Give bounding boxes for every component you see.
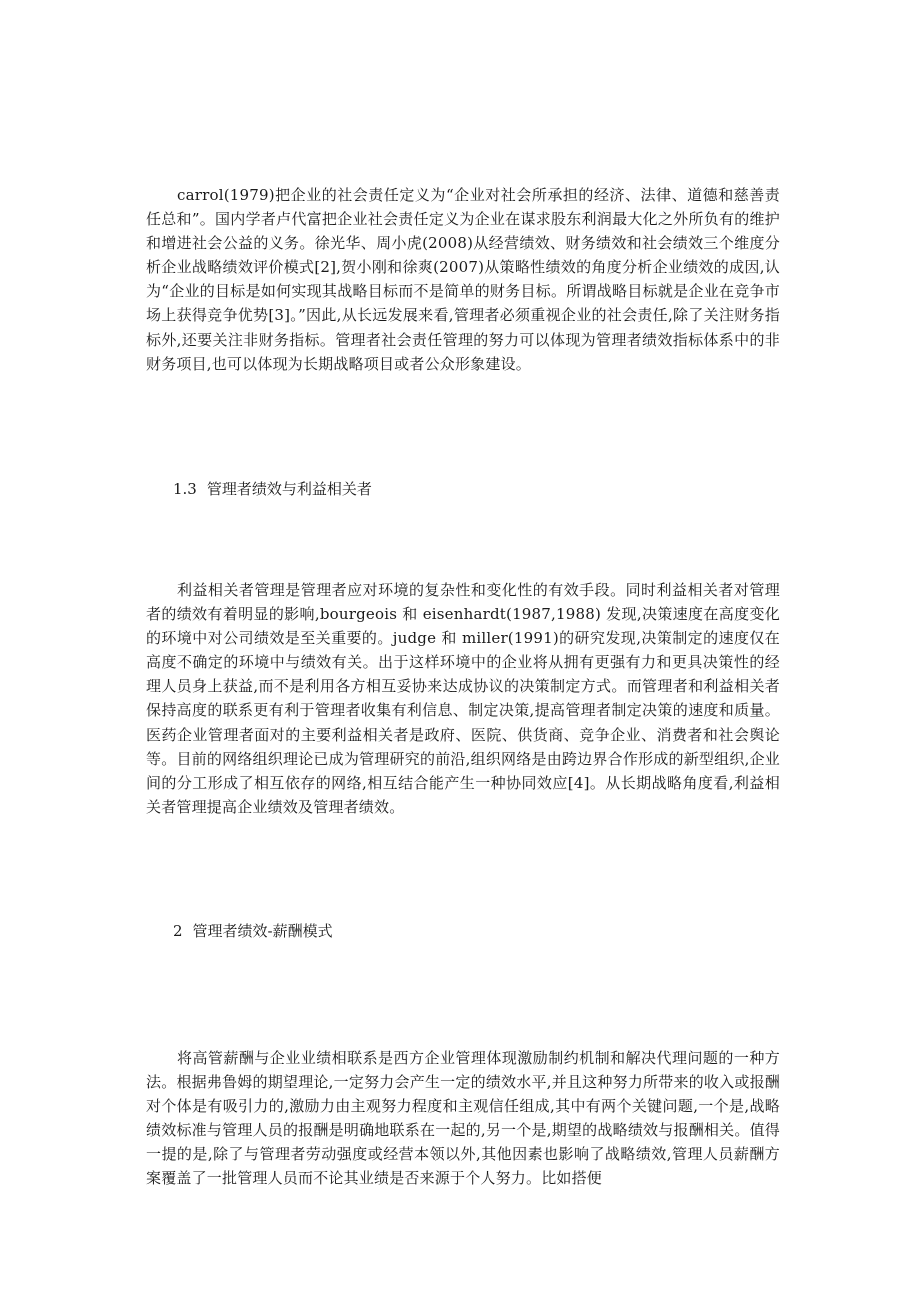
section-title: 管理者绩效与利益相关者 bbox=[206, 480, 372, 498]
section-heading-2 bbox=[173, 920, 333, 942]
section-title: 管理者绩效-薪酬模式 bbox=[192, 922, 333, 940]
section-number: 1.3 bbox=[173, 480, 197, 498]
paragraph-corporate-social-responsibility: carrol(1979)把企业的社会责任定义为“企业对社会所承担的经济、法律、道德和慈善责任总和”。国内学者卢代富把企业社会责任定义为企业在谋求股东利润最大化之外所负有的维护和增进社会公益的义务。徐光华、周小虎(2008)从经营绩效、财务绩效和社会绩效三个维度分析企业战略绩效评价模式[2],贺小刚和徐爽(2007)从策略性绩效的角度分析企业绩效的成因,认为“企业的目标是如何实现其战略目标而不是简单的财务目标。所谓战略目标就是企业在竞争市场上获得竞争优势[3]。”因此,从长远发展来看,管理者必须重视企业的社会责任,除了关注财务指标外,还要关注非财务指标。管理者社会责任管理的努力可以体现为管理者绩效指标体系中的非财务项目,也可以体现为长期战略项目或者公众形象建设。 bbox=[146, 186, 780, 373]
section-number: 2 bbox=[173, 922, 183, 940]
paragraph-performance-compensation: 将高管薪酬与企业业绩相联系是西方企业管理体现激励制约机制和解决代理问题的一种方法。根据弗鲁姆的期望理论,一定努力会产生一定的绩效水平,并且这种努力所带来的收入或报酬对个体是有吸引力的,激励力由主观努力程度和主观信任组成,其中有两个关键问题,一个是,战略绩效标准与管理人员的报酬是明确地联系在一起的,另一个是,期望的战略绩效与报酬相关。值得一提的是,除了与管理者劳动强度或经营本领以外,其他因素也影响了战略绩效,管理人员薪酬方案覆盖了一批管理人员而不论其业绩是否来源于个人努力。比如搭便 bbox=[146, 1049, 780, 1188]
paragraph-stakeholder-management: 利益相关者管理是管理者应对环境的复杂性和变化性的有效手段。同时利益相关者对管理者的绩效有着明显的影响,bourgeois 和 eisenhardt(1987,1988) 发现,决策速度在高度变化的环境中对公司绩效是至关重要的。judge 和 miller(1991)的研究发现,决策制定的速度仅在高度不确定的环境中与绩效有关。出于这样环境中的企业将从拥有更强有力和更具决策性的经理人员身上获益,而不是利用各方相互妥协来达成协议的决策制定方式。而管理者和利益相关者保持高度的联系更有利于管理者收集有利信息、制定决策,提高管理者制定决策的速度和质量。医药企业管理者面对的主要利益相关者是政府、医院、供货商、竞争企业、消费者和社会舆论等。目前的网络组织理论已成为管理研究的前沿,组织网络是由跨边界合作形成的新型组织,企业间的分工形成了相互依存的网络,相互结合能产生一种协同效应[4]。从长期战略角度看,利益相关者管理提高企业绩效及管理者绩效。 bbox=[146, 581, 780, 816]
section-heading-1-3 bbox=[173, 478, 372, 500]
